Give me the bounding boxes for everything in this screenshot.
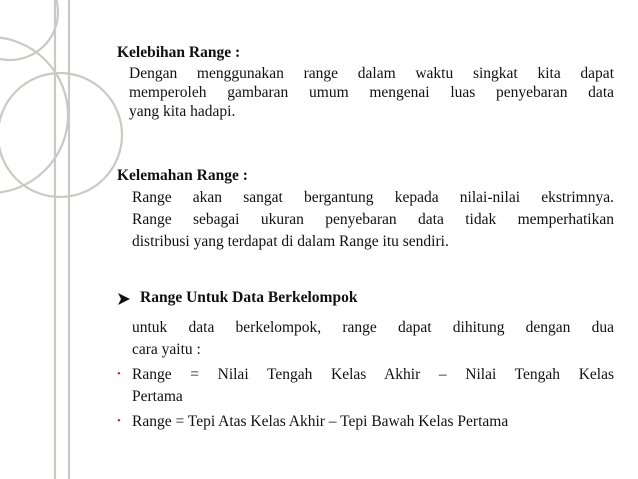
bullet-dot-1: • (117, 368, 121, 380)
bullet-1-line-1: Range = Nilai Tengah Kelas Akhir – Nilai Tengah Kelas (132, 366, 614, 383)
section-title-kelebihan: Kelebihan Range : (117, 44, 241, 61)
section-title-range-berkelompok: Range Untuk Data Berkelompok (140, 289, 358, 306)
section1-line-1: Dengan menggunakan range dalam waktu singkat kita dapat (129, 65, 614, 82)
bullet-dot-2: • (117, 415, 121, 427)
section2-line-2: Range sebagai ukuran penyebaran data tidak memperhatikan (132, 211, 614, 228)
section1-line-2: memperoleh gambaran umum mengenai luas penyebaran data (129, 84, 614, 101)
section3-intro-line-2: cara yaitu : (132, 341, 201, 358)
section2-line-1: Range akan sangat bergantung kepada nilai-nilai ekstrimnya. (132, 189, 614, 206)
arrowhead-bullet-icon (117, 292, 131, 306)
bullet-2-line-1: Range = Tepi Atas Kelas Akhir – Tepi Bawah Kelas Pertama (132, 413, 509, 430)
bullet-1-line-2: Pertama (132, 388, 183, 405)
section1-line-3: yang kita hadapi. (129, 103, 236, 120)
section3-intro-line-1: untuk data berkelompok, range dapat dihitung dengan dua (132, 319, 614, 336)
section-title-kelemahan: Kelemahan Range : (117, 167, 248, 184)
section2-line-3: distribusi yang terdapat di dalam Range itu sendiri. (132, 233, 449, 250)
